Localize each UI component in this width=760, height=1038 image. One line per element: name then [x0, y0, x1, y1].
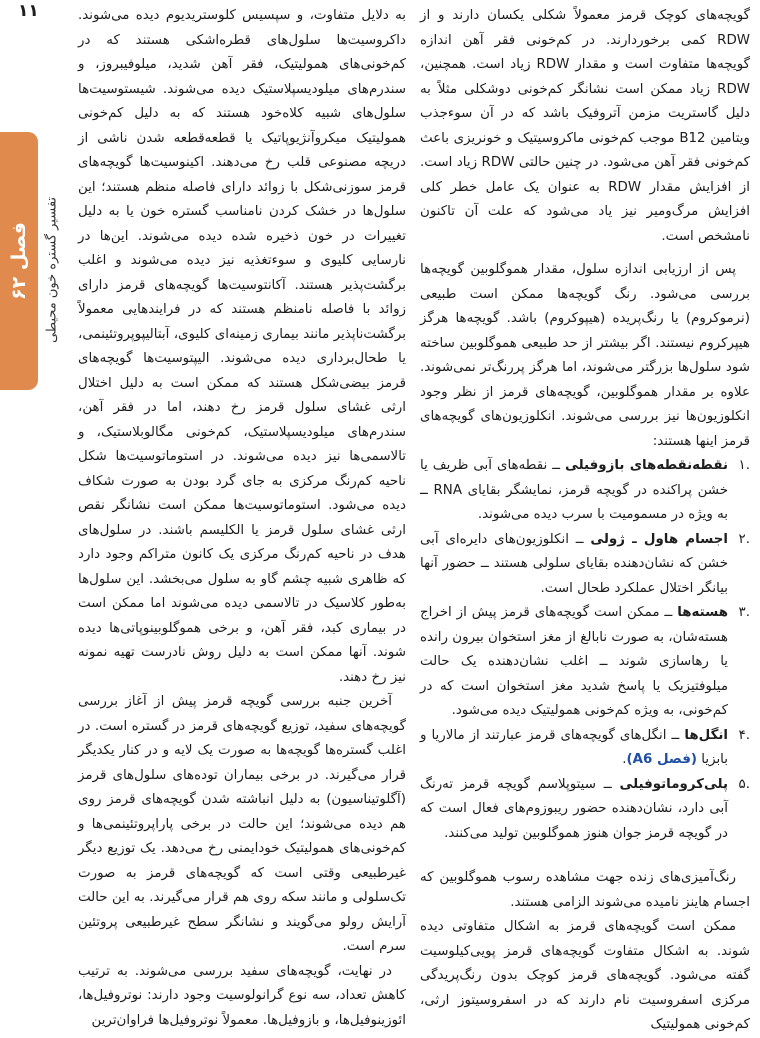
list-item: .۳ هسته‌ها ــ ممکن است گویچه‌های قرمز پیش از اخراج هسته‌شان، به صورت نابالغ از مغز استخوان بیرون رانده یا رهاسازی شوند ــ اغلب نشان‌دهنده یک حالت میلوفتیزیک یا پاسخ شدید مغز استخوان است که در کم‌خونی، به ویژه کم‌خونی همولیتیک دیده می‌شود.	[420, 605, 750, 718]
paragraph: به دلایل متفاوت، و سپسیس کلوستریدیوم دیده می‌شوند. داکروسیت‌ها سلول‌های قطره‌اشکی هستند که در کم‌خونی‌های همولیتیک، فقر آهن شدید، میلوفیبروز، و سندرم‌های میلودیسپلاستیک دیده می‌شوند. شیستوسیت‌ها سلول‌های شبیه کلاه‌خود هستند که به دلیل کم‌خونی همولیتیک میکروآنژیوپاتیک یا قطعه‌قطعه شدن ناشی از دریچه مصنوعی قلب رخ می‌دهند. اکینوسیت‌ها گویچه‌های قرمز سوزنی‌شکل با زوائد دارای فاصله منظم هستند؛ این سلول‌ها در خشک کردن نامناسب گستره خون یا به دلیل تغییرات در خون ذخیره شده دیده می‌شوند. این‌ها در نارسایی کلیوی و سوءتغذیه نیز دیده می‌شوند و اغلب برگشت‌پذیر هستند. آکانتوسیت‌ها گویچه‌های قرمز دارای زوائد با فاصله نامنظم هستند که در فرایندهایی معمولاً برگشت‌ناپذیر مانند بیماری زمینه‌ای کلیوی، آبتالیپوپروتئینمی، یا طحال‌برداری دیده می‌شوند. الیپتوسیت‌ها گویچه‌های قرمز بیضی‌شکل هستند که ممکن است به دلیل اختلال ارثی غشای سلول قرمز رخ دهند، اما در فقر آهن، سندرم‌های میلودیسپلاستیک، کم‌خونی مگالوبلاستیک، و تالاسمی‌ها نیز دیده می‌شوند. در استوماتوسیت‌ها شکل ناحیه کم‌رنگ مرکزی به جای گرد بودن به صورت شکاف دیده می‌شود. استوماتوسیت‌ها ممکن است نشانگر نقص ارثی غشای سلول قرمز یا الکلیسم باشند. در سلول‌های هدف در ناحیه کم‌رنگ مرکزی یک کانون متراکم وجود دارد که ظاهری شبیه چشم گاو به سلول می‌بخشد. این سلول‌ها به‌طور کلاسیک در تالاسمی دیده می‌شوند اما ممکن است در بیماری کبد، فقر آهن، و برخی هموگلوبینوپاتی‌ها دیده شوند. آنها ممکن است به دلیل روش نادرست تهیه نمونه نیز رخ دهند.	[78, 8, 406, 685]
chapter-title	[41, 140, 63, 400]
right-column	[420, 4, 750, 1038]
chapter-tab-label: فصل ۶۲	[8, 222, 30, 300]
list-item: .۴ انگل‌ها ــ انگل‌های گویچه‌های قرمز عبارتند از مالاریا و بابزیا (فصل A6).	[420, 727, 750, 767]
paragraph: آخرین جنبه بررسی گویچه قرمز پیش از آغاز بررسی گویچه‌های سفید، توزیع گویچه‌های قرمز در گستره است. در اغلب گستره‌ها گویچه‌ها به صورت یک لایه و در کنار یکدیگر قرار می‌گیرند. در برخی بیماران توده‌های سلول‌های قرمز (آگلوتیناسیون) به دلیل انباشته شدن گویچه‌های قرمز روی هم دیده می‌شوند؛ این حالت در برخی پاراپروتئینمی‌ها و کم‌خونی‌های همولیتیک خودایمنی رخ می‌دهد. یک توزیع دیگر غیرطبیعی وقتی است که گویچه‌های قرمز به صورت تک‌سلولی و مانند سکه روی هم قرار می‌گیرند. به این حالت آرایش رولو می‌گویند و نشانگر سطح غیرطبیعی پروتئین سرم است.	[78, 694, 406, 954]
list-item: .۲ اجسام هاول ـ ژولی ــ انکلوزیون‌های دایره‌ای آبی خشن که نشان‌دهنده بقایای سلولی هستند ــ حضور آنها بیانگر اختلال عملکرد طحال است.	[420, 531, 750, 596]
chapter-tab	[0, 132, 38, 390]
inclusion-list	[420, 454, 750, 846]
paragraph: ممکن است گویچه‌های قرمز به اشکال متفاوتی دیده شوند. به اشکال متفاوت گویچه‌های قرمز پویی‌کیلوسیت گفته می‌شود. گویچه‌های قرمز کوچک بدون رنگ‌پریدگی مرکزی اسفروسیت نام دارند که در اسفروسیتوز ارثی، کم‌خونی همولیتیک	[420, 919, 750, 1032]
list-item: .۱ نقطه‌نقطه‌های بازوفیلی ــ نقطه‌های آبی ظریف یا خشن پراکنده در گویچه قرمز، نمایشگر بقایای RNA ــ به ویژه در مسمومیت با سرب دیده می‌شوند.	[420, 458, 750, 522]
paragraph: گویچه‌های کوچک قرمز معمولاً شکلی یکسان دارند و از RDW کمی برخوردارند. در کم‌خونی فقر آهن اندازه گویچه‌ها متفاوت است و مقدار RDW زیاد است. همچنین، RDW زیاد ممکن است نشانگر کم‌خونی دوشکلی مثلاً به دلیل گاستریت مزمن آتروفیک باشد که در آن سوءجذب ویتامین B12 موجب کم‌خونی ماکروسیتیک و خونریزی باعث کم‌خونی فقر آهن می‌شود. در چنین حالتی RDW زیاد است. از افزایش مقدار RDW به عنوان یک عامل خطر کلی افزایش مرگ‌ومیر نیز یاد می‌شود که علت آن تاکنون نامشخص است.	[420, 8, 750, 244]
chapter-title-text: تفسیر گستره خون محیطی	[44, 196, 60, 344]
paragraph: در نهایت، گویچه‌های سفید بررسی می‌شوند. به ترتیب کاهش تعداد، سه نوع گرانولوسیت وجود دارند: نوتروفیل‌ها، ائوزینوفیل‌ها، و بازوفیل‌ها. معمولاً نوتروفیل‌ها فراوان‌ترین	[78, 963, 406, 1028]
paragraph: رنگ‌آمیزی‌های زنده جهت مشاهده رسوب هموگلوبین که اجسام هاینز نامیده می‌شوند الزامی هستند.	[420, 870, 750, 910]
paragraph: پس از ارزیابی اندازه سلول، مقدار هموگلوبین گویچه‌ها بررسی می‌شود. رنگ گویچه‌ها ممکن است طبیعی (نرموکروم) یا رنگ‌پریده (هیپوکروم) باشد. گویچه‌ها هرگز هیپرکروم نیستند. اگر بیشتر از حد طبیعی هموگلوبین ساخته شود سلول‌ها بزرگتر می‌شوند، اما هرگز پررنگ‌تر نمی‌شوند. علاوه بر مقدار هموگلوبین، گویچه‌های قرمز از نظر وجود انکلوزیون‌ها نیز بررسی می‌شوند. انکلوزیون‌های گویچه‌های قرمز اینها هستند:	[420, 262, 750, 449]
list-item: .۵ پلی‌کروماتوفیلی ــ سیتوپلاسم گویچه قرمز تەرنگ آبی دارد، نشان‌دهنده حضور ریبوزوم‌های فعال است که در گویچه قرمز جوان هنوز هموگلوبین تولید می‌کنند.	[420, 776, 750, 841]
left-column	[78, 4, 406, 1033]
page-number: ۱۱	[18, 1, 39, 21]
chapter-reference-link[interactable]: (فصل A6)	[626, 752, 697, 767]
